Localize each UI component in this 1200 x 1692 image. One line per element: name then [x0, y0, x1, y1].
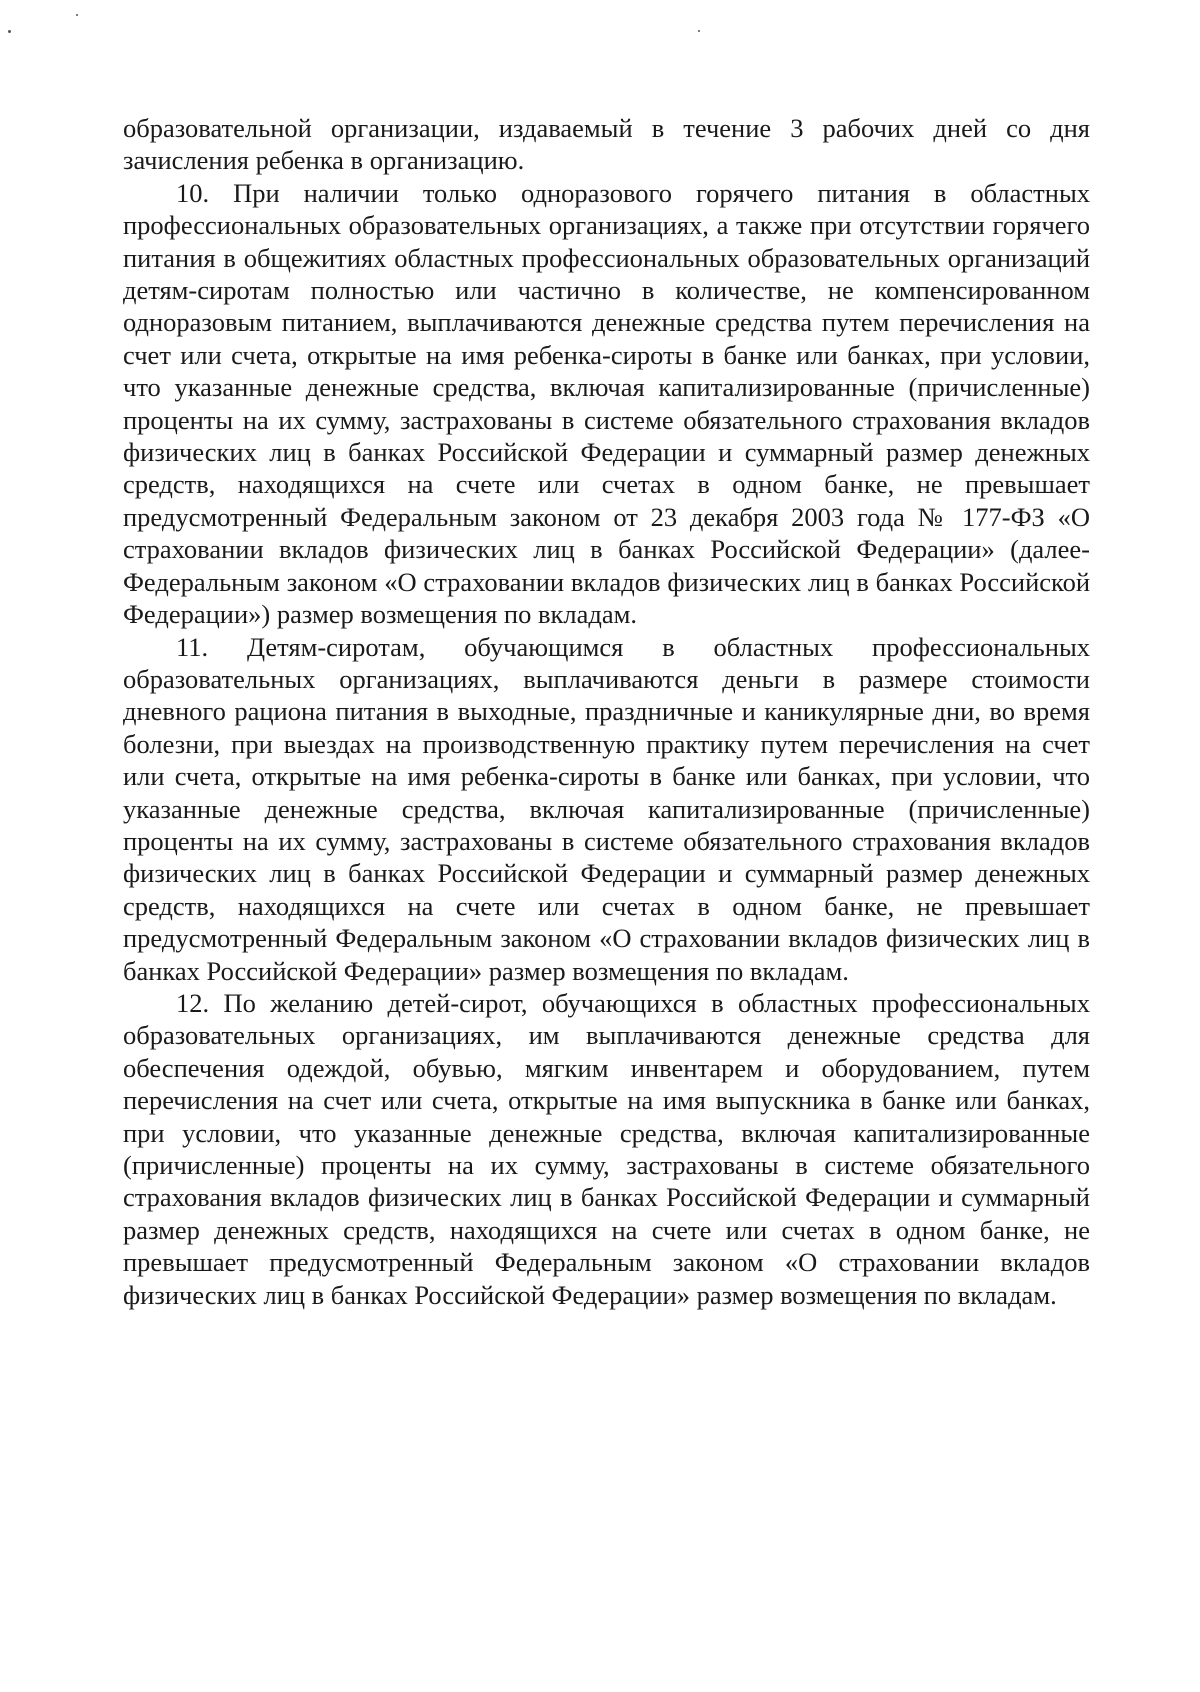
document-body — [123, 112, 1090, 1311]
paragraph-continuation: образовательной организации, издаваемый в течение 3 рабочих дней со дня зачисления ребенка в организацию. — [123, 113, 1090, 176]
paragraph-item-11: 11. Детям-сиротам, обучающимся в областных профессиональных образовательных организациях, выплачиваются деньги в размере стоимости дневного рациона питания в выходные, праздничные и каникулярные дни, во время болезни, при выездах на производственную практику путем перечисления на счет или счета, открытые на имя ребенка-сироты в банке или банках, при условии, что указанные денежные средства, включая капитализированные (причисленные) проценты на их сумму, застрахованы в системе обязательного страхования вкладов физических лиц в банках Российской Федерации и суммарный размер денежных средств, находящихся на счете или счетах в одном банке, не превышает предусмотренный Федеральным законом «О страховании вкладов физических лиц в банках Российской Федерации» размер возмещения по вкладам. — [123, 631, 1090, 986]
scan-speck — [8, 30, 11, 33]
paragraph-item-12: 12. По желанию детей-сирот, обучающихся в областных профессиональных образовательных организациях, им выплачиваются денежные средства для обеспечения одеждой, обувью, мягким инвентарем и оборудованием, путем перечисления на счет или счета, открытые на имя выпускника в банке или банках, при условии, что указанные денежные средства, включая капитализированные (причисленные) проценты на их сумму, застрахованы в системе обязательного страхования вкладов физических лиц в банках Российской Федерации и суммарный размер денежных средств, находящихся на счете или счетах в одном банке, не превышает предусмотренный Федеральным законом «О страховании вкладов физических лиц в банках Российской Федерации» размер возмещения по вкладам. — [123, 987, 1090, 1310]
scan-speck — [76, 14, 78, 16]
scan-speck — [698, 30, 700, 32]
paragraph-item-10: 10. При наличии только одноразового горячего питания в областных профессиональных образовательных организациях, а также при отсутствии горячего питания в общежитиях областных профессиональных образовательных организаций детям-сиротам полностью или частично в количестве, не компенсированном одноразовым питанием, выплачиваются денежные средства путем перечисления на счет или счета, открытые на имя ребенка-сироты в банке или банках, при условии, что указанные денежные средства, включая капитализированные (причисленные) проценты на их сумму, застрахованы в системе обязательного страхования вкладов физических лиц в банках Российской Федерации и суммарный размер денежных средств, находящихся на счете или счетах в одном банке, не превышает предусмотренный Федеральным законом от 23 декабря 2003 года № 177-ФЗ «О страховании вкладов физических лиц в банках Российской Федерации» (далее- Федеральным законом «О страховании вкладов физических лиц в банках Российской Федерации») размер возмещения по вкладам. — [123, 177, 1090, 630]
